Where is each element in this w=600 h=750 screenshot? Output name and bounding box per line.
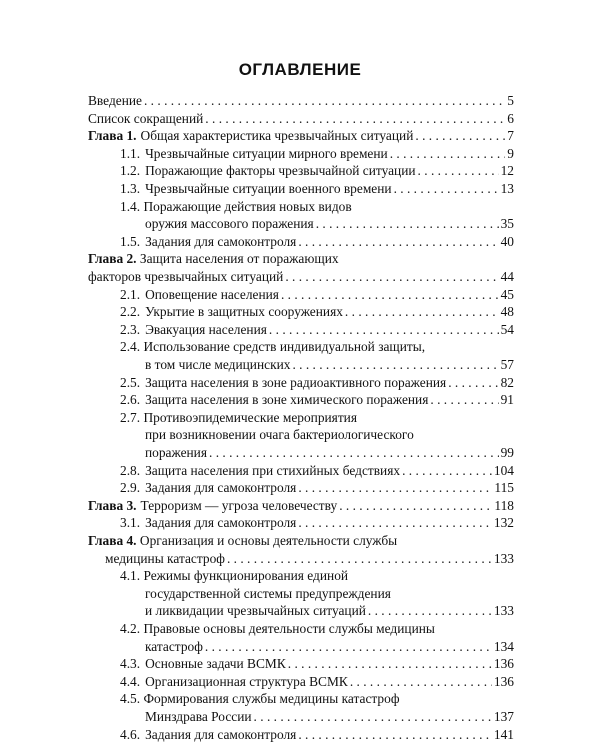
entry-text: медицины катастроф [105,550,225,566]
section-number: 3.1. [120,515,141,531]
toc-entry-4-2-line-1[interactable] [120,620,435,638]
leader-dots [285,268,498,286]
leader-dots [418,162,499,180]
toc-entry-4-6[interactable] [120,726,514,744]
entry-text: Задания для самоконтроля [145,480,297,496]
toc-entry-2-7-line-3[interactable] [145,444,514,462]
page-number: 133 [493,603,514,619]
entry-text: Список сокращений [88,110,204,126]
toc-entry-4-4[interactable] [120,673,514,691]
toc-entry-4-5-line-2[interactable] [145,708,514,726]
entry-text: Общая характеристика чрезвычайных ситуаций [140,128,414,144]
section-number: 2.9. [120,480,141,496]
section-number: 2.5. [120,374,141,390]
page-number: 134 [493,638,514,654]
leader-dots [298,233,498,251]
entry-text: поражения [145,445,208,460]
section-number: 4.1. [120,568,141,584]
toc-entry-4-2-line-2[interactable] [145,638,514,656]
entry-text: Защита населения от поражающих [139,251,339,267]
leader-dots [144,92,505,110]
section-number: 2.7. [120,409,141,425]
leader-dots [205,110,505,128]
entry-text: Правовые основы деятельности службы медицины [143,621,435,636]
chapter-label: Глава 3. [88,497,137,513]
toc-entry-1-3[interactable] [120,180,514,198]
leader-dots [298,726,492,744]
entry-text: катастроф [145,638,203,654]
chapter-label: Глава 4. [88,533,137,548]
section-number: 1.4. [120,198,141,214]
leader-dots [415,127,505,145]
entry-text: оружия массового поражения [145,216,314,232]
toc-entry-2-3[interactable] [120,321,514,339]
page-number: 104 [493,462,514,478]
page-title: ОГЛАВЛЕНИЕ [238,60,362,79]
toc-entry-4-1-line-3[interactable] [145,602,514,620]
toc-entry-chapter-4-line-1[interactable] [88,532,397,550]
page-number: 7 [507,128,514,144]
toc-entry-2-4-line-2[interactable] [145,356,514,374]
entry-text: при возникновении очага бактериологического [145,427,414,443]
page-number: 136 [493,656,514,672]
page-number: 40 [500,233,514,249]
entry-text: Защита населения в зоне химического поражения [145,392,429,408]
entry-text: Организация и основы деятельности службы [139,533,398,548]
section-number: 1.2. [120,163,141,179]
page-number: 132 [493,515,514,531]
section-number: 2.1. [120,286,141,302]
leader-dots [209,444,499,462]
leader-dots [281,286,499,304]
toc-entry-chapter-2-line-2[interactable] [88,268,514,286]
entry-text: факторов чрезвычайных ситуаций [88,269,284,284]
entry-text: Задания для самоконтроля [145,726,297,742]
toc-entry-abbreviations[interactable] [88,110,514,128]
entry-text: Формирования службы медицины катастроф [143,691,400,707]
leader-dots [390,145,506,163]
toc-entry-chapter-2-line-1[interactable] [88,250,339,268]
page-number: 48 [500,304,514,320]
leader-dots [402,462,492,480]
entry-text: Поражающие действия новых видов [143,198,352,214]
page-number: 57 [500,357,514,372]
entry-text: Введение [88,93,142,108]
toc-entry-chapter-3[interactable] [88,497,514,515]
page-number: 118 [494,497,514,513]
page-number: 82 [500,374,514,390]
toc-entry-chapter-4-line-2[interactable] [105,550,514,568]
entry-text: и ликвидации чрезвычайных ситуаций [145,603,366,619]
section-number: 2.2. [120,304,141,320]
entry-text: государственной системы предупреждения [145,585,391,601]
leader-dots [368,602,492,620]
page-number: 12 [500,163,514,179]
toc-entry-2-9[interactable] [120,479,514,497]
leader-dots [430,391,498,409]
toc-entry-2-4-line-1[interactable] [120,338,425,356]
page-number: 13 [500,181,514,196]
toc-entry-1-5[interactable] [120,233,514,251]
toc-entry-2-6[interactable] [120,391,514,409]
entry-text: Эвакуация населения [145,321,267,337]
chapter-label: Глава 1. [88,128,137,144]
entry-text: Терроризм — угроза человечеству [140,497,338,513]
leader-dots [205,638,492,656]
section-number: 1.3. [120,181,141,196]
section-number: 1.5. [120,233,141,249]
toc-entry-2-8[interactable] [120,462,514,480]
leader-dots [394,180,499,198]
section-number: 4.6. [120,726,141,742]
leader-dots [269,321,499,339]
entry-text: в том числе медицинских [145,357,291,372]
section-number: 2.8. [120,462,141,478]
entry-text: Защита населения в зоне радиоактивного поражения [145,374,447,390]
page-number: 99 [500,445,514,460]
leader-dots [316,215,499,233]
entry-text: Режимы функционирования единой [143,568,349,584]
page-number: 141 [493,726,514,742]
leader-dots [288,655,492,673]
toc-entry-3-1[interactable] [120,514,514,532]
page-number: 133 [493,550,514,566]
page-number: 91 [500,392,514,408]
toc-entry-4-1-line-2[interactable] [145,585,391,603]
toc-entry-4-5-line-1[interactable] [120,690,400,708]
toc-entry-2-2[interactable] [120,303,514,321]
section-number: 2.6. [120,392,141,408]
leader-dots [298,514,492,532]
page-number: 6 [507,110,514,126]
entry-text: Минздрава России [145,709,252,724]
leader-dots [448,374,498,392]
toc-entry-1-2[interactable] [120,162,514,180]
toc-entry-2-7-line-1[interactable] [120,409,357,427]
entry-text: Задания для самоконтроля [145,233,297,249]
leader-dots [227,550,492,568]
page-number: 44 [500,269,514,284]
leader-dots [339,497,492,515]
toc-entry-2-1[interactable] [120,286,514,304]
leader-dots [298,479,492,497]
leader-dots [350,673,492,691]
page-number: 115 [494,480,514,496]
entry-text: Защита населения при стихийных бедствиях [145,462,401,478]
toc-entry-2-7-line-2[interactable] [145,426,414,444]
chapter-label: Глава 2. [88,251,137,267]
toc-entry-4-1-line-1[interactable] [120,567,348,585]
entry-text: Противоэпидемические мероприятия [143,409,358,425]
section-number: 2.4. [120,339,141,355]
page-number: 9 [507,145,514,161]
toc-entry-intro[interactable] [88,92,514,110]
entry-text: Оповещение населения [145,286,279,302]
toc-entry-2-5[interactable] [120,374,514,392]
toc-entry-chapter-1[interactable] [88,127,514,145]
page-number: 137 [493,709,514,724]
section-number: 4.5. [120,691,141,707]
leader-dots [254,708,492,726]
entry-text: Укрытие в защитных сооружениях [145,304,343,320]
page-number: 5 [507,93,514,108]
section-number: 1.1. [120,145,141,161]
entry-text: Чрезвычайные ситуации мирного времени [145,145,388,161]
section-number: 4.4. [120,673,141,689]
section-number: 4.3. [120,656,141,672]
toc-entry-1-4-line-1[interactable] [120,198,352,216]
entry-text: Задания для самоконтроля [145,515,297,531]
page-number: 136 [493,673,514,689]
toc-entry-1-1[interactable] [120,145,514,163]
leader-dots [345,303,499,321]
toc-entry-1-4-line-2[interactable] [145,215,514,233]
entry-text: Чрезвычайные ситуации военного времени [145,181,392,196]
section-number: 2.3. [120,321,141,337]
entry-text: Поражающие факторы чрезвычайной ситуации [145,163,416,179]
entry-text: Основные задачи ВСМК [145,656,286,672]
entry-text: Использование средств индивидуальной защиты, [143,339,426,355]
page-number: 45 [500,286,514,302]
page-number: 54 [500,321,514,337]
toc-entry-4-3[interactable] [120,655,514,673]
section-number: 4.2. [120,621,141,636]
entry-text: Организационная структура ВСМК [145,673,348,689]
page-number: 35 [500,216,514,232]
leader-dots [292,356,498,374]
